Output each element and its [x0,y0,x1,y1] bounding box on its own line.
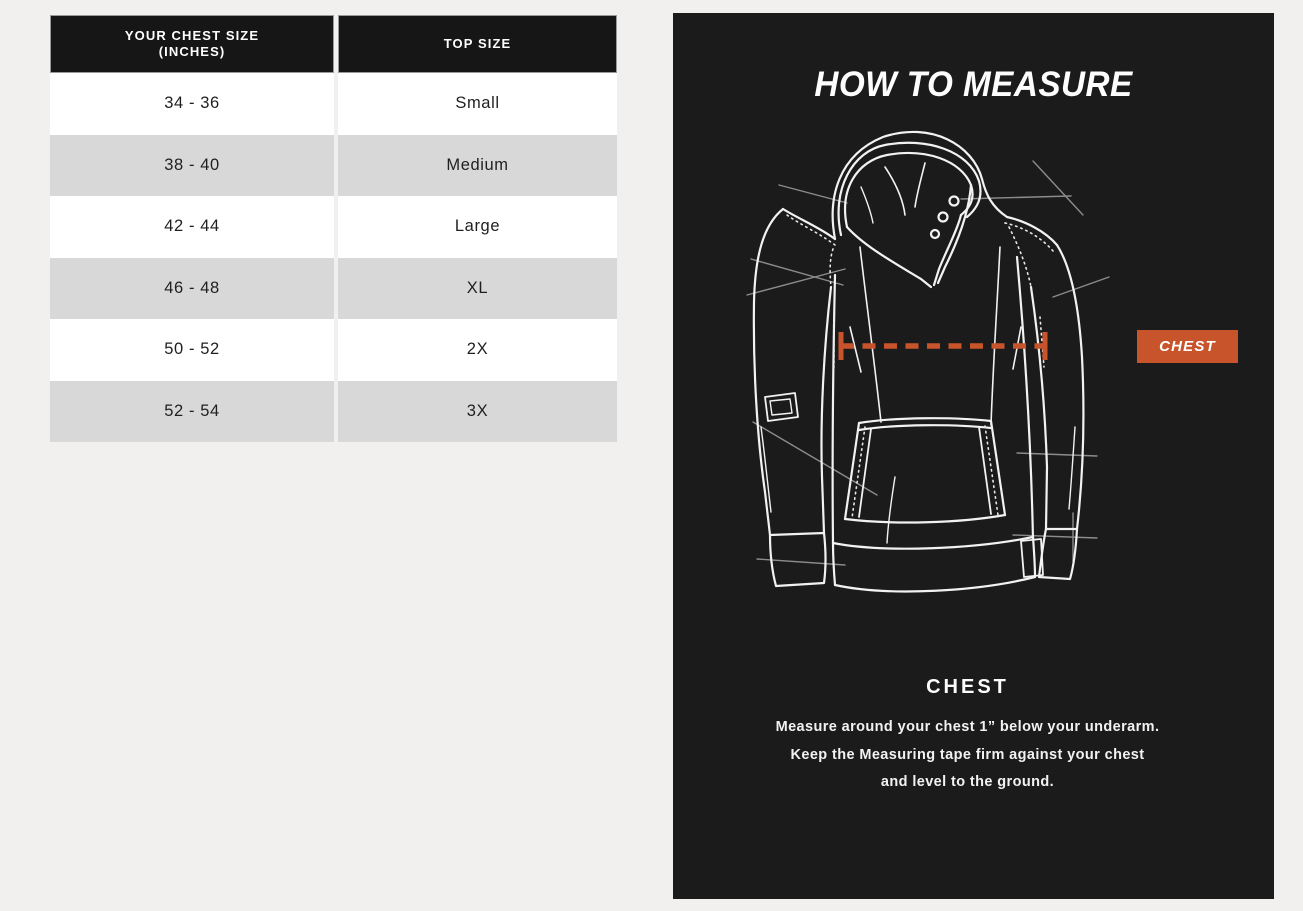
hoodie-illustration [735,127,1135,647]
instruction-line: Keep the Measuring tape firm against your chest [790,746,1145,763]
table-row [50,381,617,443]
top-size-cell: Medium [338,135,617,197]
top-size-column-header [338,15,617,73]
table-row [50,196,617,258]
panel-title: HOW TO MEASURE [814,65,1133,104]
chest-size-header-line2: (INCHES) [158,44,226,59]
instruction-line: and level to the ground. [880,774,1055,790]
size-chart-header-row [50,15,617,73]
top-size-header-label: TOP SIZE [443,36,512,51]
table-row [50,319,617,381]
top-size-cell: XL [338,258,617,320]
table-row [50,258,617,320]
hoodie-outline [754,132,1084,592]
top-size-cell: 2X [338,319,617,381]
top-size-cell: 3X [338,381,617,443]
top-size-cell: Small [338,73,617,135]
hoodie-illustration-container [735,127,1135,647]
measuring-instructions [673,714,1262,797]
top-size-cell: Large [338,196,617,258]
chest-size-column-header [50,15,334,73]
chest-range-cell: 42 - 44 [50,196,334,258]
chest-range-cell: 38 - 40 [50,135,334,197]
size-chart-table [50,15,617,442]
chest-range-cell: 50 - 52 [50,319,334,381]
chest-size-header-line1: YOUR CHEST SIZE [124,28,260,43]
chest-badge-label: CHEST [1159,338,1216,355]
chest-badge [1137,330,1238,363]
chest-range-cell: 34 - 36 [50,73,334,135]
chest-section-heading: CHEST [926,676,1009,698]
instruction-line: Measure around your chest 1” below your underarm. [775,719,1160,735]
table-row [50,135,617,197]
construction-lines [747,161,1109,565]
how-to-measure-panel [673,13,1274,899]
chest-range-cell: 46 - 48 [50,258,334,320]
chest-range-cell: 52 - 54 [50,381,334,443]
table-row [50,73,617,135]
